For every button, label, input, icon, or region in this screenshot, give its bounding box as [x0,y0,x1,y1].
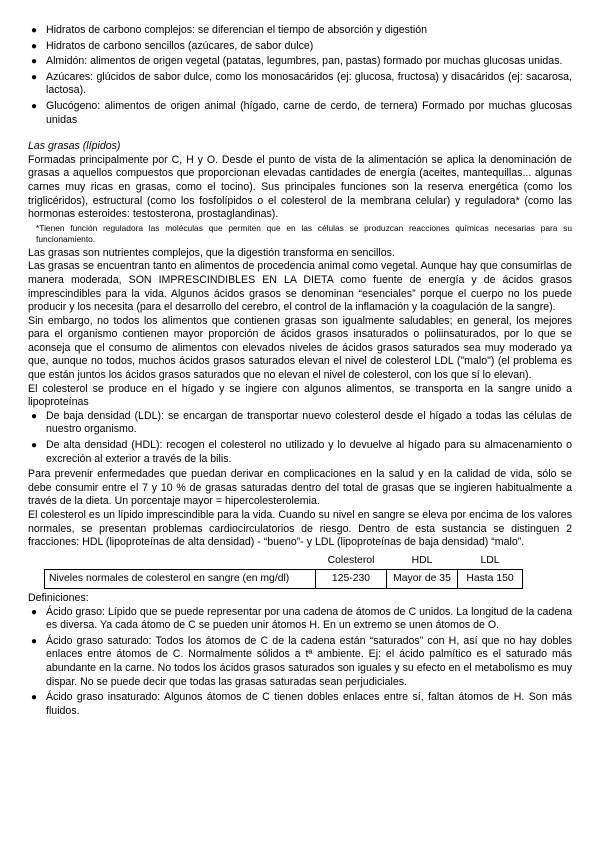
paragraph: Formadas principalmente por C, H y O. Desde el punto de vista de la alimentación se aplica la denominación de grasas a aquellos compuestos que proporcionan elevadas cantidades de energía (aceites, mantequillas... algunas carnes muy ricas en grasas, como el tocino). Sus principales funciones son la reserva energética (como los triglicéridos), estructural (como los fosfolípidos o el colesterol de la membrana celular) y reguladora* (como las hormonas esteroides: testosterona, prostaglandinas). [28,153,572,221]
table-header-cell: HDL [387,552,458,570]
definitions-title: Definiciones: [28,591,89,604]
table-cell: Hasta 150 [458,570,523,589]
list-item: ● Glucógeno: alimentos de origen animal (hígado, carne de cerdo, de ternera) Formado por muchas glucosas unidas [31,99,572,126]
list-item: ● Ácido graso: Lípido que se puede representar por una cadena de átomos de C unidos. La longitud de la cadena es diversa. Ya cada átomo de C se pueden unir átomos H. En un extremo se unen átomos de O. [31,605,572,632]
bullet-icon: ● [31,71,38,83]
table-cell: 125-230 [316,570,387,589]
list-item: ● Hidratos de carbono sencillos (azúcares, de sabor dulce) [31,39,314,52]
table-header-cell: Colesterol [316,552,387,570]
bullet-icon: ● [31,635,38,647]
paragraph: El colesterol es un lípido imprescindible para la vida. Cuando su nivel en sangre se eleva por encima de los valores normales, se presentan problemas cardiocirculatorios de riesgo. Dentro de esta sustancia se distinguen 2 fracciones: HDL (lipoproteínas de alta densidad) - “bueno”- y LDL (lipoproteínas de baja densidad) “malo”. [28,509,572,549]
bullet-icon: ● [31,56,38,68]
bullet-icon: ● [31,606,38,618]
table-cell: Mayor de 35 [387,570,458,589]
bullet-icon: ● [31,40,38,52]
definitions-list [28,606,572,719]
list-item: ● Hidratos de carbono complejos: se diferencian el tiempo de absorción y digestión [31,24,428,36]
bullet-icon: ● [31,692,38,704]
bullet-icon: ● [31,100,38,112]
cholesterol-table [44,552,523,589]
paragraph: Para prevenir enfermedades que puedan derivar en complicaciones en la salud y en la calidad de vida, sólo se debe consumir entre el 7 y 10 % de grasas saturadas dentro del total de grasas que se ingieren habitualmente a través de la dieta. Un porcentaje mayor = hipercolesterolemia. [28,468,572,508]
table-row [45,570,523,589]
paragraph: Sin embargo, no todos los alimentos que contienen grasas son igualmente saludables; en general, los mejores para el organismo contienen mayor proporción de ácidos grasos insaturados o poliinsaturados, por lo que se aconseja que el consumo de alimentos con elevados niveles de ácidos grasos saturados sea muy moderado ya que, aunque no todos, muchos ácidos grasos saturados elevan el nivel de colesterol LDL ("malo") (el problema es que están juntos los ácidos grasos saturados que no elevan el nivel de colesterol, con los que sí lo elevan). [28,314,572,382]
list-item: ● De baja densidad (LDL): se encargan de transportar nuevo colesterol desde el hígado a todas las células de nuestro organismo. [31,409,572,436]
list-item: ● Azúcares: glúcidos de sabor dulce, como los monosacáridos (ej: glucosa, fructosa) y disacáridos (ej: sacarosa, lactosa). [31,70,572,97]
bullet-icon: ● [31,440,38,452]
paragraph: Las grasas se encuentran tanto en alimentos de procedencia animal como vegetal. Aunque hay que consumirlas de manera moderada, SON IMPRESCINDIBLES EN LA DIETA como fuente de energía y de ácidos grasos imprescindibles para la vida. Algunos ácidos grasos se denominan “esenciales” porque el cuerpo no los puede producir y los necesita (para el desarrollo del cerebro, el control de la inflamación y la coagulación de la sangre). [28,260,572,314]
lipoprotein-list [28,410,572,466]
table-header-cell: LDL [458,552,523,570]
document-page [28,24,572,720]
list-item: ● Ácido graso insaturado: Algunos átomos de C tienen dobles enlaces entre sí, faltan átomos de H. Son más fluidos. [31,691,572,717]
list-item: ● Almidón: alimentos de origen vegetal (patatas, legumbres, pan, pastas) formado por muchas glucosas unidas. [31,55,563,68]
paragraph: El colesterol se produce en el hígado y se ingiere con algunos alimentos, se transporta en la sangre unido a lipoproteínas [28,382,572,409]
footnote: *Tienen función reguladora las moléculas que permiten que en las células se produzcan reacciones químicas necesarias para su funcionamiento. [36,222,572,244]
section-title: Las grasas (lípidos) [28,140,121,153]
table-header-row [45,552,523,570]
bullet-icon: ● [31,410,38,422]
paragraph: Las grasas son nutrientes complejos, que la digestión transforma en sencillos. [28,246,395,259]
carbohydrate-list [28,24,572,127]
list-item: ● Ácido graso saturado: Todos los átomos de C de la cadena están “saturados” con H, así que no hay dobles enlaces entre átomos de C. Normalmente sólidos a tª ambiente. Ej: el ácido palmítico es el saturado más abundante en la carne. No todos los ácidos grasos saturados son iguales y su efecto en el metabolismo es muy dispar. No se puede decir que todas las grasas saturadas sean perjudiciales. [31,634,572,688]
bullet-icon: ● [31,25,38,36]
list-item: ● De alta densidad (HDL): recogen el colesterol no utilizado y lo devuelve al hígado para su almacenamiento o excreción al exterior a través de la bilis. [31,439,572,465]
table-row-label: Niveles normales de colesterol en sangre (en mg/dl) [45,570,316,589]
